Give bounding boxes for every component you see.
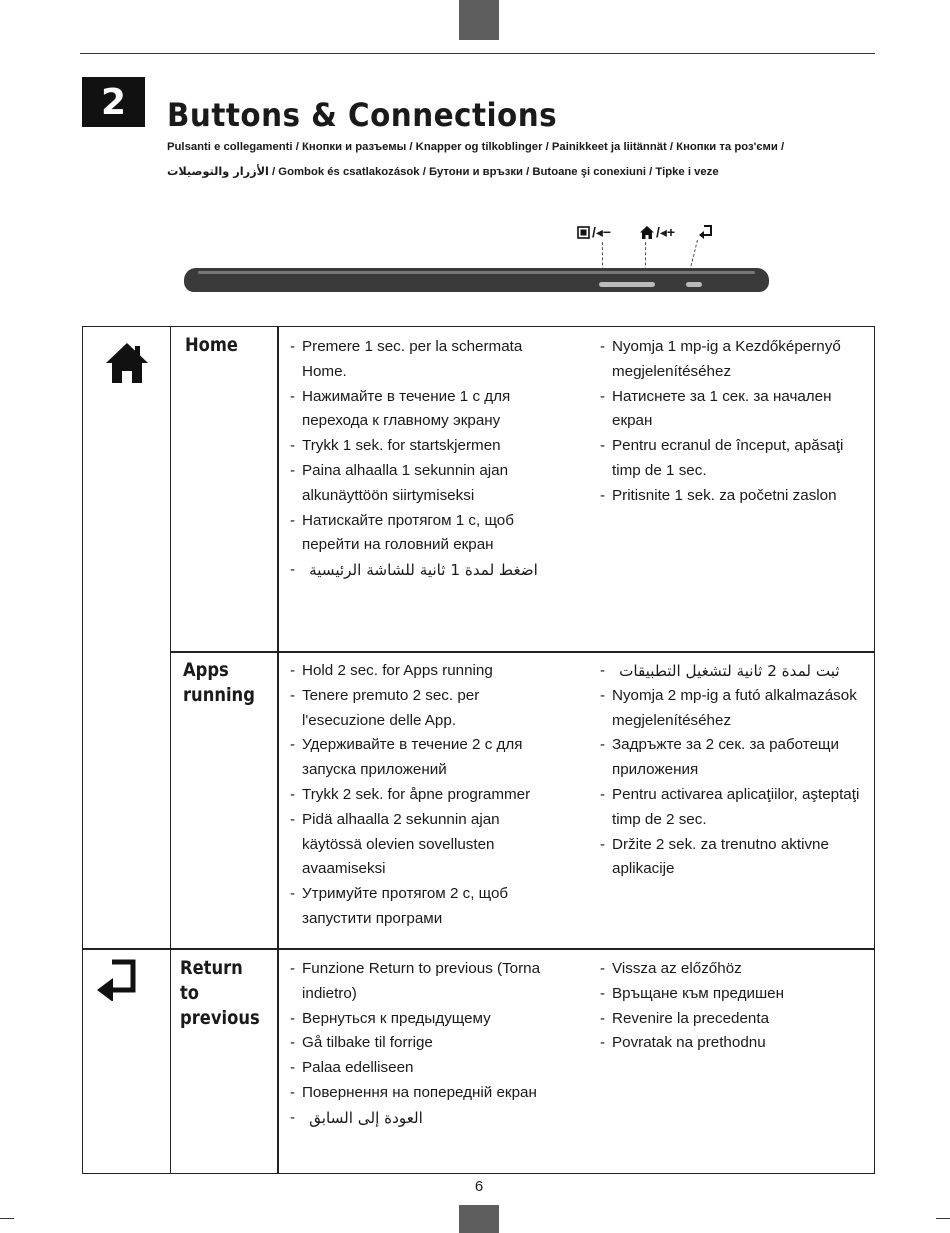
list-item: - Premere 1 sec. per la schermata Home. bbox=[290, 335, 550, 385]
arabic-text: ثبت لمدة 2 ثانية لتشغيل التطبيقات bbox=[619, 662, 840, 680]
arabic-text: اضغط لمدة 1 ثانية للشاشة الرئيسية bbox=[309, 561, 538, 580]
list-item: - Hold 2 sec. for Apps running bbox=[290, 659, 552, 684]
button-label-2-text: /◂+ bbox=[656, 224, 676, 240]
list-item: - Paina alhaalla 1 sekunnin ajan alkunäyttöön siirtymiseksi bbox=[290, 459, 550, 509]
device-return-button bbox=[686, 282, 702, 287]
list-item: - Povratak na prethodnu bbox=[600, 1031, 868, 1056]
subtitle-arabic: الأزرار والتوصيلات bbox=[167, 165, 269, 178]
list-item: - Pidä alhaalla 2 sekunnin ajan käytössä olevien sovellusten avaamiseksi bbox=[290, 808, 552, 882]
table-row-divider bbox=[170, 651, 874, 653]
subtitle-line-1: Pulsanti e collegamenti / Кнопки и разъемы / Knapper og tilkoblinger / Painikkeet ja liitännät / Кнопки та роз'єми / bbox=[167, 141, 785, 153]
table-col-divider bbox=[170, 327, 171, 1173]
list-item-arabic: - ثبت لمدة 2 ثانية لتشغيل التطبيقات bbox=[600, 659, 872, 684]
list-item: - Palaa edelliseen bbox=[290, 1056, 562, 1081]
tablet-side-view bbox=[184, 268, 769, 292]
list-item: - Tenere premuto 2 sec. per l'esecuzione delle App. bbox=[290, 684, 552, 734]
list-item: - Trykk 2 sek. for åpne programmer bbox=[290, 783, 552, 808]
return-arrow-icon bbox=[97, 959, 137, 1001]
return-right-column bbox=[600, 957, 868, 1056]
device-illustration bbox=[180, 218, 775, 298]
list-item: - Връщане към предишен bbox=[600, 982, 868, 1007]
list-item: - Gå tilbake til forrige bbox=[290, 1031, 562, 1056]
button-label-3 bbox=[698, 224, 714, 240]
square-app-icon bbox=[577, 226, 590, 239]
function-return: Return to previous bbox=[180, 957, 260, 1029]
button-label-2 bbox=[640, 224, 675, 241]
page-title: Buttons & Connections bbox=[167, 96, 558, 134]
list-item: - Držite 2 sek. za trenutno aktivne aplikacije bbox=[600, 833, 872, 883]
list-item: - Pentru activarea aplicaţiilor, aşteptaţi timp de 2 sec. bbox=[600, 783, 872, 833]
function-home: Home bbox=[185, 334, 239, 356]
subtitle-rest: / Gombok és csatlakozások / Бутони и връзки / Butoane şi conexiuni / Tipke i veze bbox=[272, 166, 719, 178]
apps-left-column bbox=[290, 659, 552, 932]
home-icon bbox=[105, 342, 149, 384]
list-item-arabic: - اضغط لمدة 1 ثانية للشاشة الرئيسية bbox=[290, 558, 550, 583]
bottom-tab-marker bbox=[459, 1205, 499, 1233]
function-apps-running: Apps running bbox=[183, 659, 255, 706]
list-item: - Утримуйте протягом 2 с, щоб запустити програми bbox=[290, 882, 552, 932]
list-item: - Funzione Return to previous (Torna indietro) bbox=[290, 957, 562, 1007]
top-tab-marker bbox=[459, 0, 499, 40]
page-number: 6 bbox=[474, 1178, 484, 1195]
chapter-number-box bbox=[82, 77, 145, 127]
list-item: - Nyomja 2 mp-ig a futó alkalmazások megjelenítéséhez bbox=[600, 684, 872, 734]
subtitle-line-2 bbox=[167, 165, 719, 178]
apps-right-column bbox=[600, 659, 872, 882]
device-rocker-button bbox=[599, 282, 655, 287]
list-item: - Натискайте протягом 1 с, щоб перейти на головний екран bbox=[290, 509, 550, 559]
buttons-table bbox=[82, 326, 875, 1174]
list-item-arabic: - العودة إلى السابق bbox=[290, 1106, 562, 1131]
arabic-text: العودة إلى السابق bbox=[309, 1108, 423, 1127]
list-item: - Нажимайте в течение 1 с для перехода к главному экрану bbox=[290, 385, 550, 435]
header-rule bbox=[80, 53, 875, 54]
list-item: - Задръжте за 2 сек. за работещи приложения bbox=[600, 733, 872, 783]
list-item: - Trykk 1 sek. for startskjermen bbox=[290, 434, 550, 459]
home-left-column bbox=[290, 335, 550, 583]
table-col-divider bbox=[277, 327, 279, 1173]
list-item: - Pritisnite 1 sek. za početni zaslon bbox=[600, 484, 868, 509]
list-item: - Повернення на попередній екран bbox=[290, 1081, 562, 1106]
chapter-number: 2 bbox=[100, 81, 127, 123]
crop-mark bbox=[936, 1218, 950, 1219]
list-item: - Удерживайте в течение 2 с для запуска приложений bbox=[290, 733, 552, 783]
home-right-column bbox=[600, 335, 868, 509]
device-edge bbox=[198, 271, 755, 274]
return-arrow-icon bbox=[698, 224, 714, 240]
list-item: - Натиснете за 1 сек. за начален екран bbox=[600, 385, 868, 435]
return-left-column bbox=[290, 957, 562, 1131]
list-item: - Pentru ecranul de început, apăsaţi timp de 1 sec. bbox=[600, 434, 868, 484]
list-item: - Revenire la precedenta bbox=[600, 1007, 868, 1032]
list-item: - Nyomja 1 mp-ig a Kezdőképernyő megjelenítéséhez bbox=[600, 335, 868, 385]
button-label-1 bbox=[577, 224, 611, 241]
home-icon bbox=[640, 226, 654, 239]
crop-mark bbox=[0, 1218, 14, 1219]
list-item: - Vissza az előzőhöz bbox=[600, 957, 868, 982]
table-row-divider bbox=[83, 948, 874, 950]
list-item: - Вернуться к предыдущему bbox=[290, 1007, 562, 1032]
button-label-1-text: /◂− bbox=[592, 224, 612, 240]
